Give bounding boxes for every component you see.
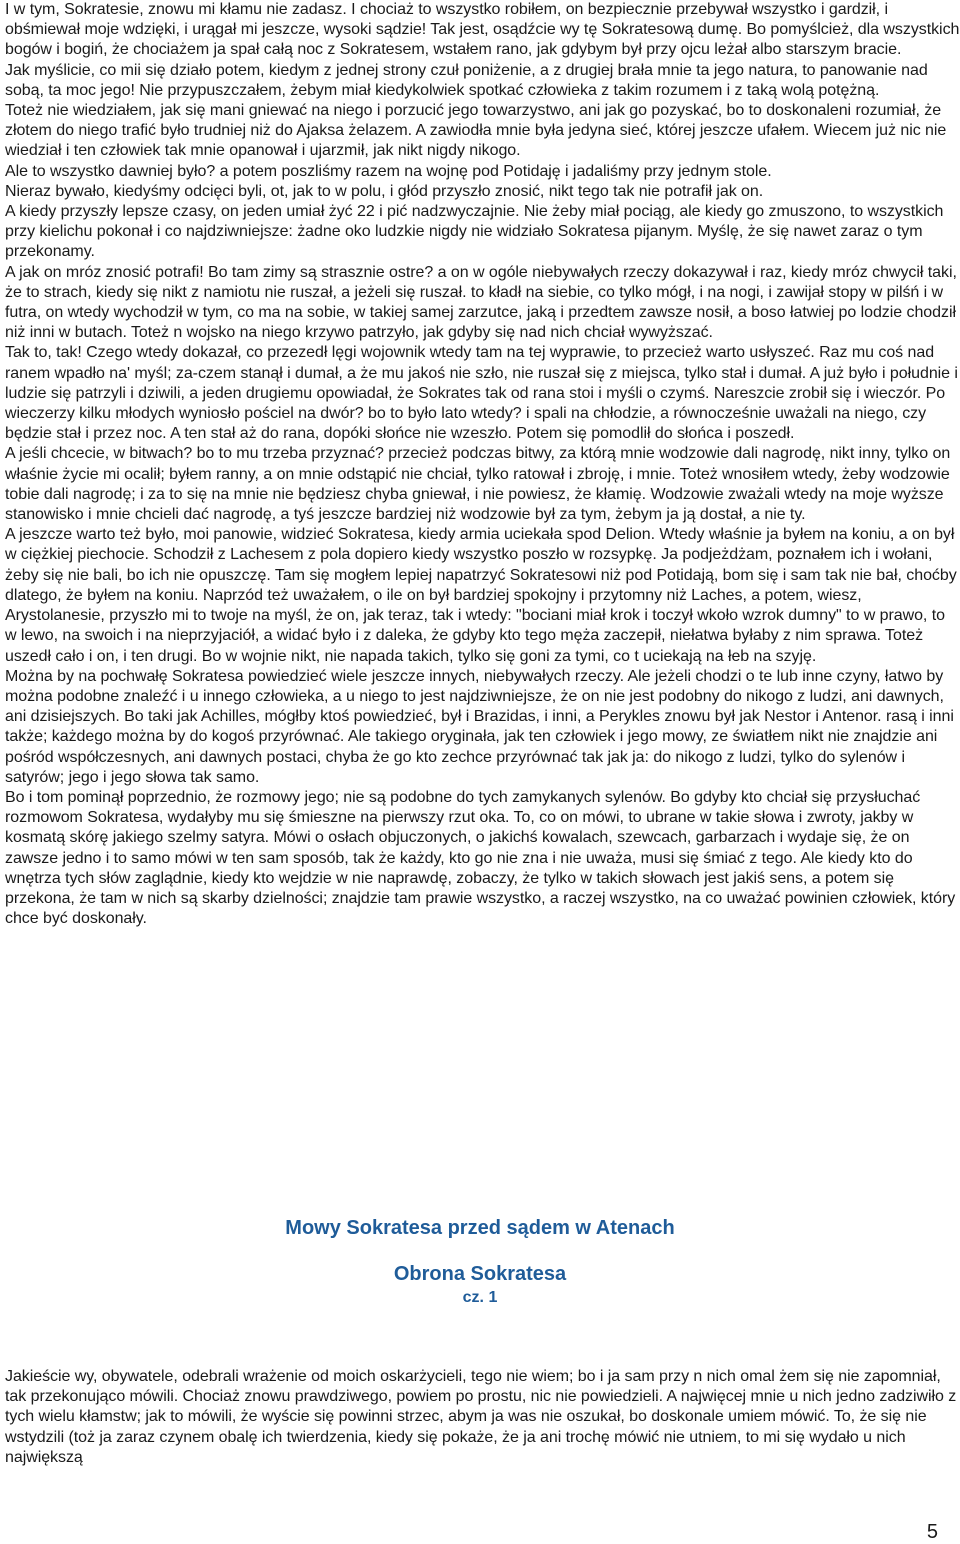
paragraph: Jak myślicie, co mii się działo potem, kiedym z jednej strony czuł poniżenie, a z drugiej brała mnie ta jego natura, to panowanie nad sobą, ta moc jego! Nie przypuszczałem, żebym miał kiedykolwiek spotkać człowieka z takim rozumem i z taką wolą potężną. — [5, 61, 928, 99]
paragraph: Jakieście wy, obywatele, odebrali wrażenie od moich oskarżycieli, tego nie wiem; bo i ja sam przy n nich omal żem się nie zapomniał, tak przekonująco mówili. Chociaż znowu prawdziwego, powiem po prostu, nic nie powiedzieli. A najwięcej mnie u nich jedno zadziwiło z tych wielu kłamstw; jak to mówili, że wyście się powinni strzec, abym ja was nie oszukał, bo doskonale umiem mówić. To, że się nie wstydzili (toż ja zaraz czynem obalę ich twierdzenia, kiedy się pokaże, że ja ani trochę mówić nie utniem, to mi się wydało u nich największą — [5, 1368, 957, 1466]
paragraph: A jeśli chcecie, w bitwach? bo to mu trzeba przyznać? przecież podczas bitwy, za którą mnie wodzowie dali nagrodę, nikt inny, tylko on właśnie życie mi ocalił; byłem ranny, a on mnie odstąpić nie chciał, tylko ratował i zbroję, i mnie. Toteż wnosiłem wtedy, żeby wodzowie tobie dali nagrodę; i za to się na mnie nie będziesz chyba gniewał, i nie powiesz, że kłamię. Wodzowie zważali wtedy na moje wyższe stanowisko i mnie chcieli dać nagrodę, a tyś jeszcze bardziej niż wodzowie był za tym, żebym ja ją dostał, a nie ty. — [5, 445, 951, 524]
paragraph: Można by na pochwałę Sokratesa powiedzieć wiele jeszcze innych, niebywałych rzeczy. Ale jeżeli chodzi o te lub inne czyny, łatwo by można podobne znaleźć i u innego człowieka, a u niego to jest najdziwniejsze, że on nie jest podobny do nikogo z ludzi, ani dawnych, ani dzisiejszych. Bo taki jak Achilles, mógłby ktoś powiedzieć, był i Brazidas, i inni, a Perykles znowu był jak Nestor i Antenor. rasą i inni także; każdego można by do kogoś przyrównać. Ale takiego oryginała, jak ten człowiek i jego mowy, ze światłem nikt nie znajdzie ani pośród współczesnych, ani dawnych postaci, chyba że go kto zechce przyrównać tak jak ja: do nikogo z ludzi, tylko do sylenów i satyrów; jego i jego słowa tak samo. — [5, 667, 954, 786]
body-text-top — [5, 0, 960, 929]
paragraph: Tak to, tak! Czego wtedy dokazał, co przezedł lęgi wojownik wtedy tam na tej wyprawie, to przecież warto usłyszeć. Raz mu coś nad ranem wpadło na' myśl; za-czem stanął i dumał, a że mu jakoś nie szło, nie ruszał się z miejsca, tylko stał i dumał. A już było i południe i ludzie się patrzyli i dziwili, a jeden drugiemu opowiadał, że Sokrates tak od rana stoi i myśli o czymś. Nareszcie zrobił się i wieczór. Po wieczerzy kilku młodych wyniosło pościel na dwór? bo to było lato wtedy? i spali na chłodzie, a równocześnie uważali na niego, czy będzie stał i przez noc. A ten stał aż do rana, dopóki słońce nie wzeszło. Potem się pomodlił do słońca i poszedł. — [5, 344, 958, 443]
paragraph: A kiedy przyszły lepsze czasy, on jeden umiał żyć 22 i pić nadzwyczajnie. Nie żeby miał pociąg, ale kiedy go zmuszono, to wszystkich przy kielichu pokonał i co najdziwniejsze: żadne oko ludzkie nigdy nie widziało Sokratesa pijanym. Myślę, że się nawet zaraz o tym przekonamy. — [5, 203, 944, 261]
section-heading: Mowy Sokratesa przed sądem w Atenach — [285, 1217, 675, 1239]
work-title: Obrona Sokratesa — [393, 1263, 567, 1285]
paragraph: I w tym, Sokratesie, znowu mi kłamu nie zadasz. I chociaż to wszystko robiłem, on bezpiecznie przebywał wszystko i gardził, i obśmiewał moje wdzięki, i urągał mi jeszcze, wysoki sądzie! Tak jest, osądźcie wy tę Sokratesową dumę. Bo pomyślcież, dla wszystkich bogów i bogiń, że chociażem ja spał całą noc z Sokratesem, wstałem rano, jak gdybym był przy ojcu leżał albo starszym bracie. — [5, 1, 960, 59]
body-text-bottom — [5, 1351, 960, 1484]
paragraph: A jeszcze warto też było, moi panowie, widzieć Sokratesa, kiedy armia uciekała spod Delion. Wtedy właśnie ja byłem na koniu, a on był w ciężkiej piechocie. Schodził z Lachesem z pola dopiero kiedy wszystko poszło w rozsypkę. Ja podjeżdżam, poznałem ich i wołani, żeby się nie bali, bo ich nie opuszczę. Tam się mogłem lepiej napatrzyć Sokratesowi niż pod Potidają, bom się i sam tak nie bał, choćby dlatego, że byłem na koniu. Naprzód też uważałem, o ile on był bardziej spokojny i przytomny niż Laches, a potem, wiesz, Arystolanesie, przyszło mi to twoje na myśl, że on, jak teraz, tak i wtedy: "bociani miał krok i toczył wkoło wzrok dumny" to w prawo, to w lewo, na swoich i na nieprzyjaciół, a widać było i z daleka, że gdyby kto tego męża zaczepił, niełatwa byłaby z nim sprawa. Toteż uszedł cało i on, i ten drugi. Bo w wojnie nikt, nie napada takich, tylko się goni za tymi, co t uciekają na łeb na szyję. — [5, 526, 957, 665]
part-label: cz. 1 — [462, 1289, 498, 1306]
paragraph: Toteż nie wiedziałem, jak się mani gniewać na niego i porzucić jego towarzystwo, ani jak go pozyskać, bo to doskonaleni rozumiał, że złotem do niego trafić było trudniej niż do Ajaksa żelazem. A zawiodła mnie była jedyna sieć, której jeszcze ufałem. Wiecem już nic nie wiedział i ten człowiek tak mnie opanował i ujarzmił, jak nikt nigdy nikogo. — [5, 102, 947, 160]
page-number: 5 — [926, 1521, 938, 1543]
paragraph: Bo i tom pominął poprzednio, że rozmowy jego; nie są podobne do tych zamykanych sylenów. Bo gdyby kto chciał się przysłuchać rozmowom Sokratesa, wydałyby mu się śmieszne na pierwszy rzut oka. To, co on mówi, to ubrane w takie słowa i zwroty, jakby w kosmatą skórę jakiego szelmy satyra. Mówi o osłach objuczonych, o jakichś kowalach, szewcach, garbarzach i wydaje się, że on zawsze jedno i to samo mówi w ten sam sposób, tak że każdy, kto go nie zna i nie uważa, musi się śmiać z tego. Ale kiedy kto do wnętrza tych słów zaglądnie, kiedy kto wejdzie w nie naprawdę, zobaczy, że tylko w takich słowach jest jakiś sens, a potem się przekona, że tam w nich są skarby dzielności; znajdzie tam prawie wszystko, a raczej wszystko, na co uważać powinien człowiek, który chce być doskonały. — [5, 788, 956, 928]
paragraph: Nieraz bywało, kiedyśmy odcięci byli, ot, jak to w polu, i głód przyszło znosić, nikt tego tak nie potrafił jak on. — [5, 182, 764, 200]
paragraph: A jak on mróz znosić potrafi! Bo tam zimy są strasznie ostre? a on w ogóle niebywałych rzeczy dokazywał i raz, kiedy mróz chwycił taki, że to strach, kiedy się nikt z namiotu nie ruszał, a jeżeli się ruszał. to kładł na siebie, co tylko mógł, i na nogi, i zawijał stopy w pilśń i w futra, on wtedy wychodził w tym, co ma na sobie, w takiej samej zarzutce, jaką i przedtem zawsze nosił, a boso łatwiej po lodzie chodził niż inni w butach. Toteż n wojsko na niego krzywo patrzyło, jak gdyby się nad nich chciał wywyższać. — [5, 263, 957, 342]
paragraph: Ale to wszystko dawniej było? a potem poszliśmy razem na wojnę pod Potidaję i jadaliśmy przy jednym stole. — [5, 162, 772, 180]
